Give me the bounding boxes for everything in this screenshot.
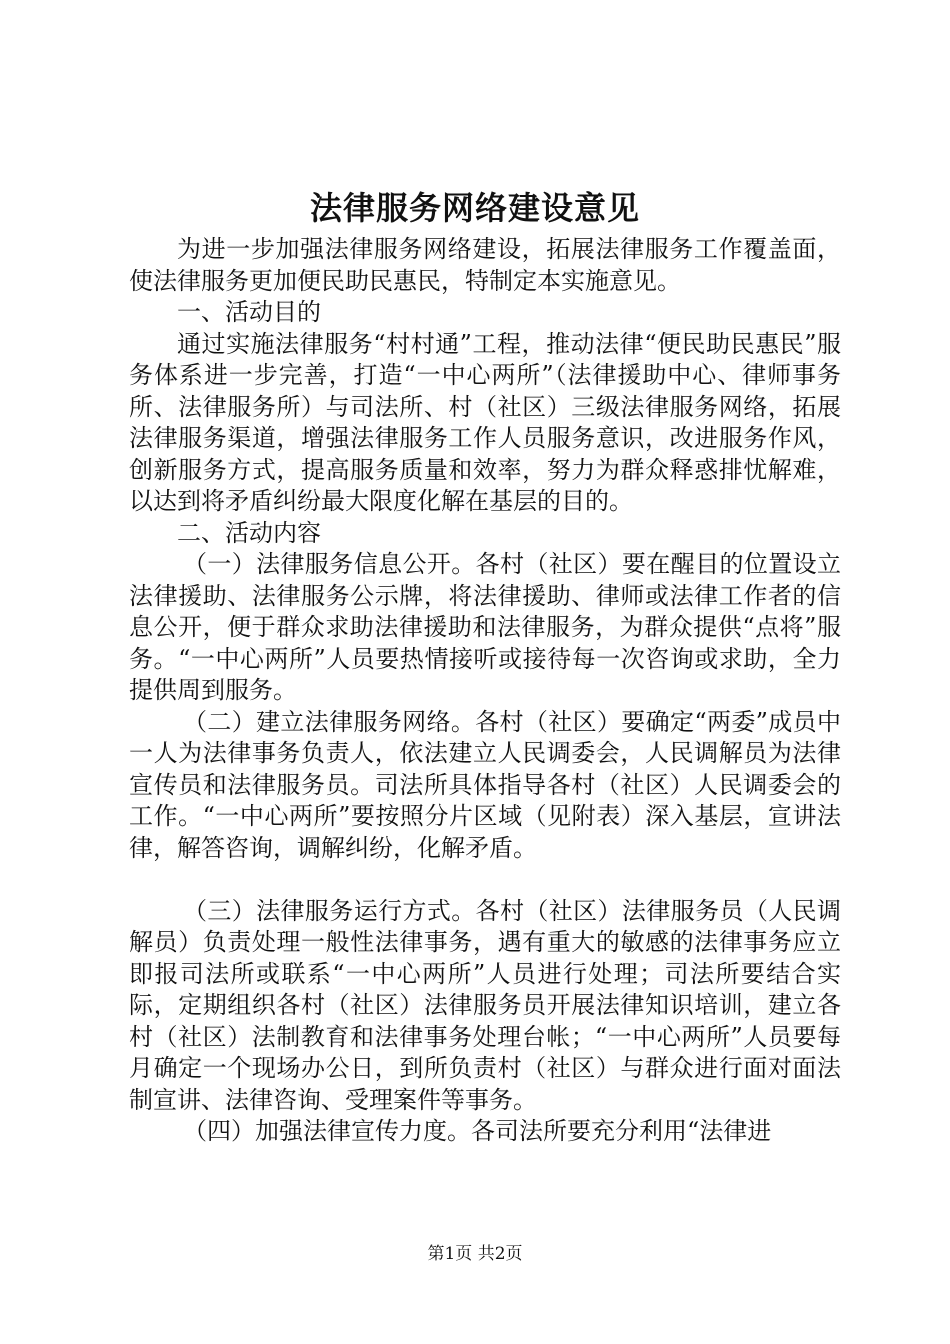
content-item-4: （四）加强法律宣传力度。各司法所要充分利用“法律进 [183, 1117, 772, 1145]
document-body [129, 234, 841, 1148]
content-item-1: （一）法律服务信息公开。各村（社区）要在醒目的位置设立法律援助、法律服务公示牌，将法律援助、律师或法律工作者的信息公开，便于群众求助法律援助和法律服务，为群众提供“点将”服务。“一中心两所”人员要热情接听或接待每一次咨询或求助，全力提供周到服务。 [129, 550, 841, 704]
section-heading-content: 二、活动内容 [177, 518, 321, 547]
document-title: 法律服务网络建设意见 [309, 189, 640, 227]
content-item-2: （二）建立法律服务网络。各村（社区）要确定“两委”成员中一人为法律事务负责人，依法建立人民调委会，人民调解员为法律宣传员和法律服务员。司法所具体指导各村（社区）人民调委会的工作。“一中心两所”要按照分片区域（见附表）深入基层，宣讲法律，解答咨询，调解纠纷，化解矛盾。 [129, 707, 841, 862]
intro-paragraph: 为进一步加强法律服务网络建设，拓展法律服务工作覆盖面，使法律服务更加便民助民惠民，特制定本实施意见。 [129, 235, 841, 295]
purpose-paragraph: 通过实施法律服务“村村通”工程，推动法律“便民助民惠民”服务体系进一步完善，打造“一中心两所”（法律援助中心、律师事务所、法律服务所）与司法所、村（社区）三级法律服务网络，拓展法律服务渠道，增强法律服务工作人员服务意识，改进服务作风，创新服务方式，提高服务质量和效率，努力为群众释惑排忧解难，以达到将矛盾纠纷最大限度化解在基层的目的。 [129, 329, 841, 515]
page-footer: 第1页 共2页 [427, 1244, 523, 1264]
section-heading-purpose: 一、活动目的 [177, 298, 321, 326]
paragraph-gap [129, 864, 841, 896]
content-item-3: （三）法律服务运行方式。各村（社区）法律服务员（人民调解员）负责处理一般性法律事务，遇有重大的敏感的法律事务应立即报司法所或联系“一中心两所”人员进行处理；司法所要结合实际，定期组织各村（社区）法律服务员开展法律知识培训，建立各村（社区）法制教育和法律事务处理台帐；“一中心两所”人员要每月确定一个现场办公日，到所负责村（社区）与群众进行面对面法制宣讲、法律咨询、受理案件等事务。 [129, 896, 841, 1114]
